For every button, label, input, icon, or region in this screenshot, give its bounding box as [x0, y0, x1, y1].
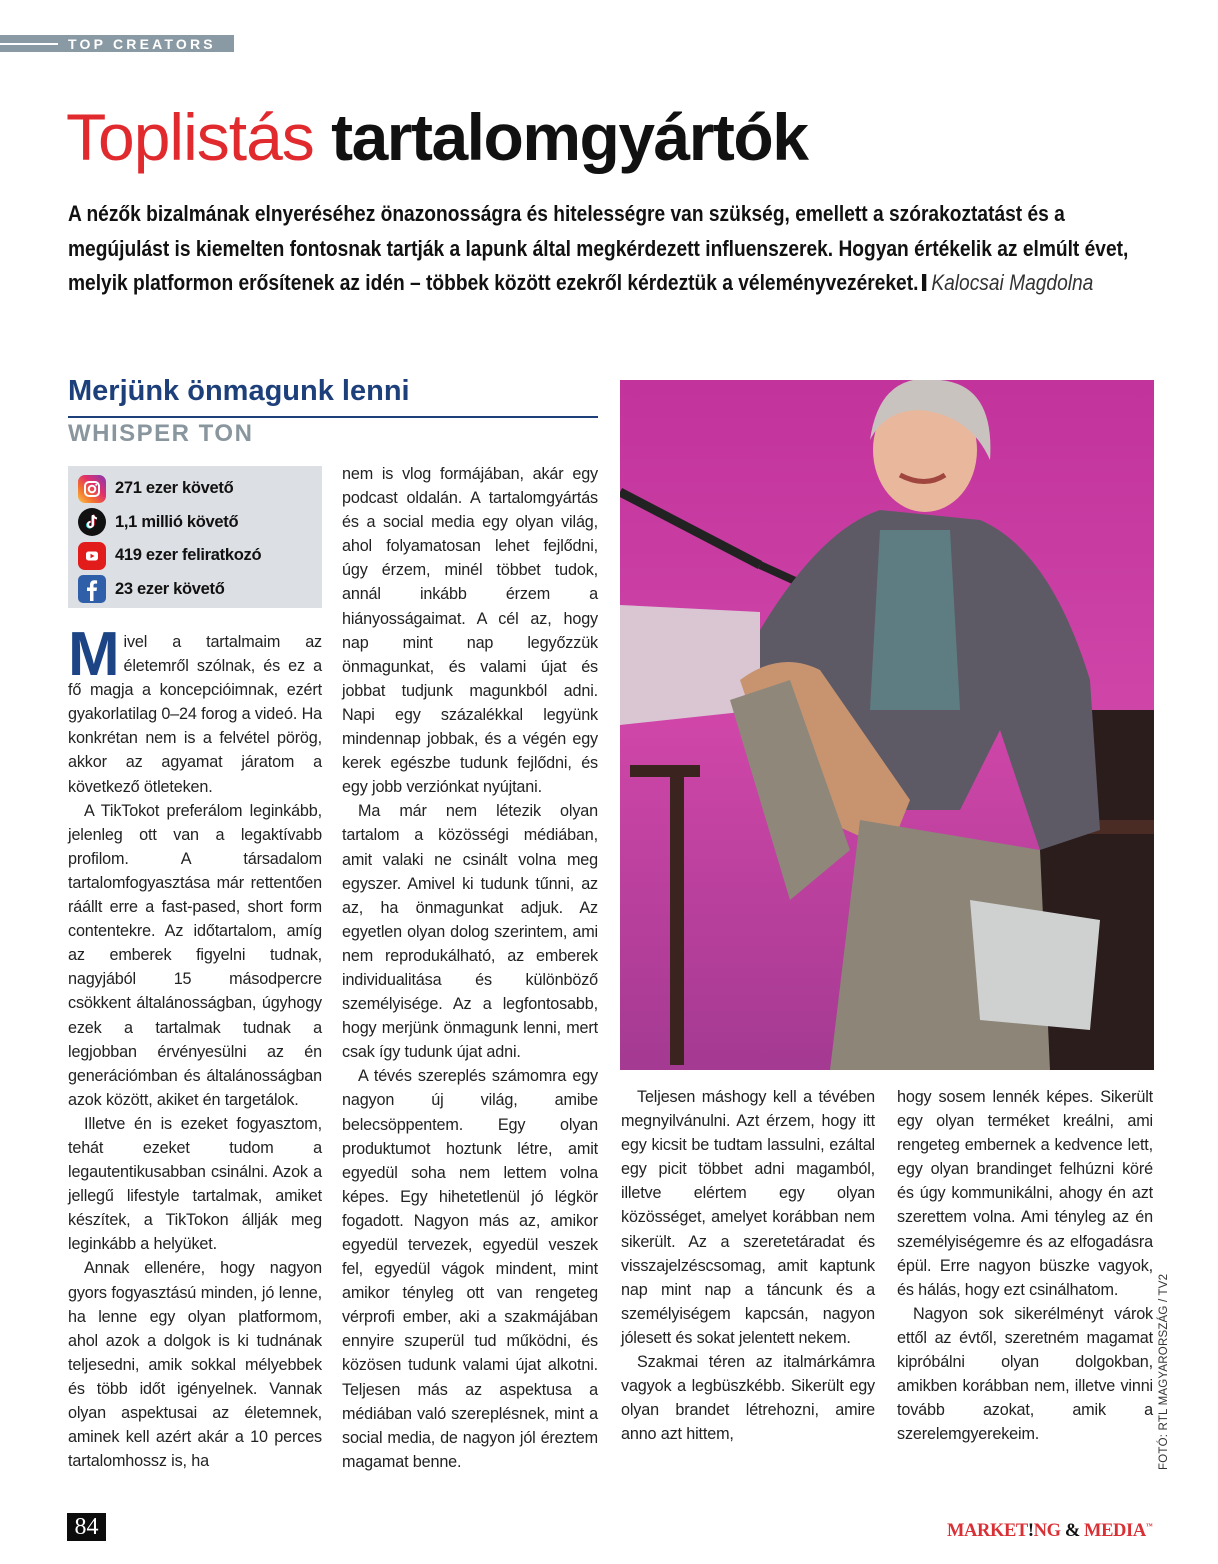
stat-row-tiktok [78, 506, 322, 540]
page-number: 84 [67, 1513, 106, 1541]
youtube-icon [78, 542, 106, 570]
section-tag [0, 35, 234, 52]
stat-row-facebook [78, 573, 322, 607]
stat-row-youtube [78, 539, 322, 573]
paragraph [68, 620, 322, 799]
article-column-1 [68, 620, 322, 1473]
paragraph: hogy sosem lennék képes. Sikerült egy olyan terméket kreálni, ami rengeteg embernek a kedvence lett, egy olyan brandinget felhúzni köré és úgy kommunikálni, ahogy én azt szerettem volna. Ami tényleg az én személyiségemre és az elfogadásra épül. Erre nagyon büszke vagyok, és hálás, hogy ezt csinálhatom. [897, 1088, 1153, 1299]
byline-separator [922, 274, 926, 291]
section-tag-label: TOP CREATORS [68, 35, 216, 52]
stat-instagram-text: 271 ezer követő [115, 479, 234, 498]
brand-text-1: MARKET [947, 1521, 1028, 1541]
paragraph: Teljesen máshogy kell a tévében megnyilvánulni. Azt érzem, hogy itt egy kicsit be tudtam lassulni, ezáltal egy picit többet adni magamból, illetve elértem egy olyan közösséget, amelyet korábban nem sikerült. Az a szeretetáradat és visszajelzéscsomag, amit kaptunk nap mint nap a táncunk és a személyiségem kapcsán, nagyon jólesett és sokat jelentett nekem. [621, 1088, 875, 1347]
brand-bang: ! [1027, 1521, 1034, 1541]
brand-logo [947, 1521, 1152, 1542]
stat-row-instagram [78, 472, 322, 506]
page-headline [66, 92, 807, 182]
paragraph: Szakmai téren az italmárkámra vagyok a legbüszkébb. Sikerült egy olyan brandet létrehozni, amire anno azt hittem, [621, 1353, 875, 1444]
creator-name: WHISPER TON [68, 420, 254, 447]
stat-youtube-text: 419 ezer feliratkozó [115, 546, 262, 565]
social-stats-box [68, 466, 322, 608]
instagram-icon [78, 475, 106, 503]
article-title: Merjünk önmagunk lenni [68, 372, 598, 418]
drop-cap: M [68, 620, 120, 689]
headline-light: Toplistás [66, 100, 314, 174]
tiktok-icon [78, 508, 106, 536]
brand-text-3: MEDIA [1079, 1521, 1146, 1541]
article-column-3 [621, 1085, 875, 1446]
paragraph: A tévés szereplés számomra egy nagyon új világ, amibe belecsöppentem. Egy olyan produktumot hoztunk létre, amit egyedül soha nem lettem volna képes. Egy hihetetlenül jó légkör fogadott. Nagyon más az, amikor egyedül tervezek, egyedül veszek fel, egyedül vágok mindent, mint amikor tényleg ott van rengeteg vérprofi ember, aki a szakmájában ennyire szuperül tud működni, és közösen tudunk valami újat alkotni. Teljesen más az aspektusa a médiában való szereplésnek, mint a social media, de nagyon jól éreztem magamat benne. [342, 1067, 598, 1471]
article-column-2 [342, 462, 598, 1474]
stat-facebook-text: 23 ezer követő [115, 579, 225, 598]
paragraph: A TikTokot preferálom leginkább, jelenleg ott van a legaktívabb profilom. A társadalom tartalomfogyasztása már rettentően ráállt erre a fast-pased, short form contentekre. Az időtartalom, amíg az emberek figyelni tudnak, nagyjából 15 másodpercre csökkent általánosságban, úgyhogy ezek a tartalmak tudnak a legjobban érvényesülni az én generációmban és általánosságban azok között, akiket én targetálok. [68, 801, 322, 1109]
headline-bold: tartalomgyártók [331, 100, 808, 174]
article-column-4 [897, 1085, 1153, 1446]
lede-paragraph [68, 197, 1148, 301]
paragraph: nem is vlog formájában, akár egy podcast oldalán. A tartalomgyártás és a social media egy olyan világ, ahol folyamatosan lehet fejlődni, úgy érzem, minél többet tudok, annál inkább érzem a hiányosságaimat. A cél az, hogy nap mint nap legyőzzük önmagunkat, és valami újat és jobbat tudjunk magunkból adni. Napi egy százalékkal legyünk mindennap jobbak, és a végén egy kerek egészbe tudunk fejlődni, és egy jobb verziónkat nyújtani. [342, 465, 598, 797]
stat-tiktok-text: 1,1 millió követő [115, 512, 239, 531]
paragraph: Ma már nem létezik olyan tartalom a közösségi médiában, amit valaki ne csinált volna meg egyszer. Amivel ki tudunk tűnni, az az, ha önmagunkat adjuk. Az egyetlen olyan dolog szerintem, ami nem reprodukálható, az emberek individualitása és különböző személyisége. Az a legfontosabb, hogy merjünk önmagunk lenni, mert csak így tudunk újat adni. [342, 802, 598, 1062]
creator-photo [620, 380, 1154, 1070]
section-tag-rule [0, 43, 58, 45]
photo-credit: FOTÓ: RTL MAGYARORSZÁG / TV2 [1158, 1273, 1170, 1470]
lede-text: A nézők bizalmának elnyeréséhez önazonosságra és hitelességre van szükség, emellett a szórakoztatást és a megújulást is kiemelten fontosnak tartják a lapunk által megkérdezett influenszerek. Hogyan értékelik az elmúlt évet, melyik platformon erősítenek az idén – többek között ezekről kérdeztük a véleményvezéreket. [68, 201, 1129, 295]
paragraph: Illetve én is ezeket fogyasztom, tehát ezeket tudom a legautentikusabban csinálni. Azok a jellegű lifestyle tartalmak, amiket készítek, a TikTokon állják meg leginkább a helyüket. [68, 1114, 322, 1254]
paragraph: Nagyon sok sikerélményt várok ettől az évtől, szeretném magamat kipróbálni olyan dolgokban, amikben korábban nem, illetve vinni tovább azokat, amik a szerelemgyerekeim. [897, 1304, 1153, 1444]
paragraph-text: ivel a tartalmaim az életemről szólnak, és ez a fő magja a koncepcióimnak, ezért gyakorlatilag 0–24 forog a videó. Ha konkrétan nem is a felvétel pörög, akkor az agyamat járatom a következő ötleteken. [68, 633, 322, 796]
brand-text-2: NG [1033, 1521, 1065, 1541]
paragraph: Annak ellenére, hogy nagyon gyors fogyasztású minden, jó lenne, ha lenne egy olyan platformom, ahol azok a dolgok is ki tudnának teljesedni, amik sokkal mélyebbek és több időt igényelnek. Vannak olyan aspektusai az életemnek, aminek kell azért akár a 10 perces tartalomhossz is, ha [68, 1259, 322, 1471]
photo-illustration [620, 380, 1154, 1070]
brand-ampersand: & [1064, 1521, 1080, 1541]
facebook-icon [78, 575, 106, 603]
trademark-symbol: ™ [1145, 1522, 1153, 1530]
byline-author: Kalocsai Magdolna [931, 270, 1094, 295]
